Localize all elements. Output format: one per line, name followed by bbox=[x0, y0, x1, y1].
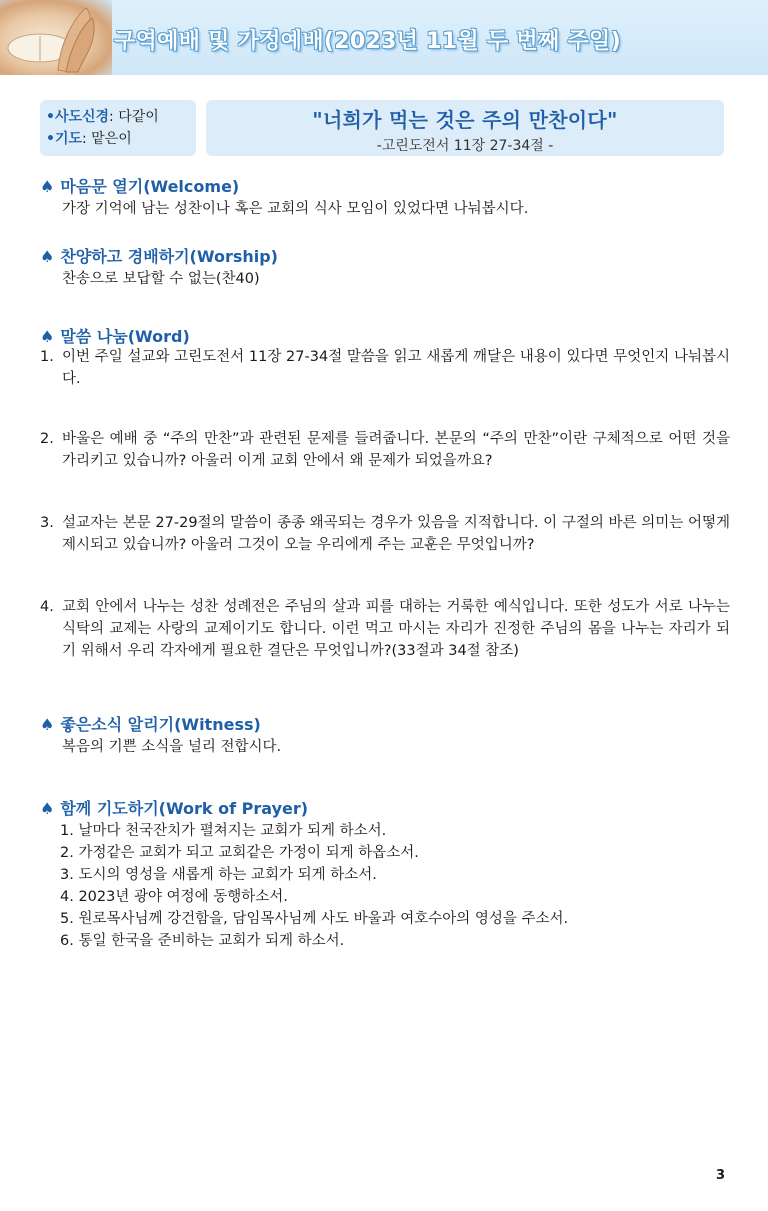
section-witness bbox=[40, 714, 730, 758]
worship-title: 찬양하고 경배하기(Worship) bbox=[60, 247, 278, 266]
word-title: 말씀 나눔(Word) bbox=[60, 327, 190, 346]
section-title bbox=[40, 326, 730, 348]
spade-icon: ♠ bbox=[40, 177, 55, 196]
prayer-label: •기도 bbox=[46, 131, 82, 147]
section-title bbox=[40, 246, 730, 268]
spade-icon: ♠ bbox=[40, 715, 55, 734]
spade-icon: ♠ bbox=[40, 799, 55, 818]
question-1 bbox=[40, 346, 730, 390]
section-title bbox=[40, 176, 730, 198]
prayer-title: 함께 기도하기(Work of Prayer) bbox=[60, 799, 309, 818]
section-worship bbox=[40, 246, 730, 290]
question-text: 교회 안에서 나누는 성찬 성례전은 주님의 살과 피를 대하는 거룩한 예식입니다. 또한 성도가 서로 나누는 식탁의 교제는 사랑의 교제이기도 합니다. 이런 먹고 마시는 자리가 진정한 주님의 몸을 나누는 자리가 되기 위해서 우리 각자에게 필요한 결단은 무엇입니까?(33절과 34절 참조) bbox=[62, 599, 730, 659]
verse-box bbox=[206, 100, 724, 156]
praying-hands-icon bbox=[0, 0, 112, 75]
prayer-item: 3. 도시의 영성을 새롭게 하는 교회가 되게 하소서. bbox=[60, 867, 377, 883]
creed-value: : 다같이 bbox=[109, 109, 159, 125]
question-text: 설교자는 본문 27-29절의 말씀이 종종 왜곡되는 경우가 있음을 지적합니다. 이 구절의 바른 의미는 어떻게 제시되고 있습니까? 아울러 그것이 오늘 우리에게 주는 교훈은 무엇입니까? bbox=[62, 515, 730, 553]
section-welcome bbox=[40, 176, 730, 220]
prayer-item: 2. 가정같은 교회가 되고 교회같은 가정이 되게 하옵소서. bbox=[60, 845, 419, 861]
prayer-item: 5. 원로목사님께 강건함을, 담임목사님께 사도 바울과 여호수아의 영성을 주소서. bbox=[60, 911, 569, 927]
question-number: 4. bbox=[40, 599, 54, 615]
prayer-item: 6. 통일 한국을 준비하는 교회가 되게 하소서. bbox=[60, 933, 345, 949]
question-number: 1. bbox=[40, 349, 54, 365]
prayer-value: : 맡은이 bbox=[82, 131, 132, 147]
verse-reference: -고린도전서 11장 27-34절 - bbox=[376, 138, 554, 154]
worship-body: 찬송으로 보답할 수 없는(찬40) bbox=[62, 271, 260, 287]
prayer-item: 4. 2023년 광야 여정에 동행하소서. bbox=[60, 889, 288, 905]
header-title: 구역예배 및 가정예배(2023년 11월 두 번째 주일) bbox=[114, 29, 621, 54]
witness-title: 좋은소식 알리기(Witness) bbox=[60, 715, 261, 734]
prayer-item: 1. 날마다 천국잔치가 펼쳐지는 교회가 되게 하소서. bbox=[60, 823, 387, 839]
question-4 bbox=[40, 596, 730, 662]
question-number: 2. bbox=[40, 431, 54, 447]
welcome-title: 마음문 열기(Welcome) bbox=[60, 177, 240, 196]
question-text: 이번 주일 설교와 고린도전서 11장 27-34절 말씀을 읽고 새롭게 깨달은 내용이 있다면 무엇인지 나눠봅시다. bbox=[62, 349, 730, 387]
creed-label: •사도신경 bbox=[46, 109, 110, 125]
section-title bbox=[40, 798, 730, 820]
spade-icon: ♠ bbox=[40, 247, 55, 266]
section-title bbox=[40, 714, 730, 736]
section-word bbox=[40, 326, 730, 348]
welcome-body: 가장 기억에 남는 성찬이나 혹은 교회의 식사 모임이 있었다면 나눠봅시다. bbox=[62, 201, 529, 217]
praying-hands-bible-image bbox=[0, 0, 112, 75]
page-number: 3 bbox=[716, 1168, 726, 1183]
question-number: 3. bbox=[40, 515, 54, 531]
witness-body: 복음의 기쁜 소식을 널리 전합시다. bbox=[62, 739, 282, 755]
question-text: 바울은 예배 중 “주의 만찬”과 관련된 문제를 들려줍니다. 본문의 “주의 만찬”이란 구체적으로 어떤 것을 가리키고 있습니까? 아울러 이게 교회 안에서 왜 문제가 되었을까요? bbox=[62, 431, 730, 469]
creed-line bbox=[46, 106, 196, 128]
page-header bbox=[0, 0, 768, 75]
question-2 bbox=[40, 428, 730, 472]
section-prayer bbox=[40, 798, 730, 952]
worship-order-box bbox=[40, 100, 196, 156]
spade-icon: ♠ bbox=[40, 327, 55, 346]
verse-title: "너희가 먹는 것은 주의 만찬이다" bbox=[312, 108, 618, 132]
prayer-line bbox=[46, 128, 196, 150]
question-3 bbox=[40, 512, 730, 556]
